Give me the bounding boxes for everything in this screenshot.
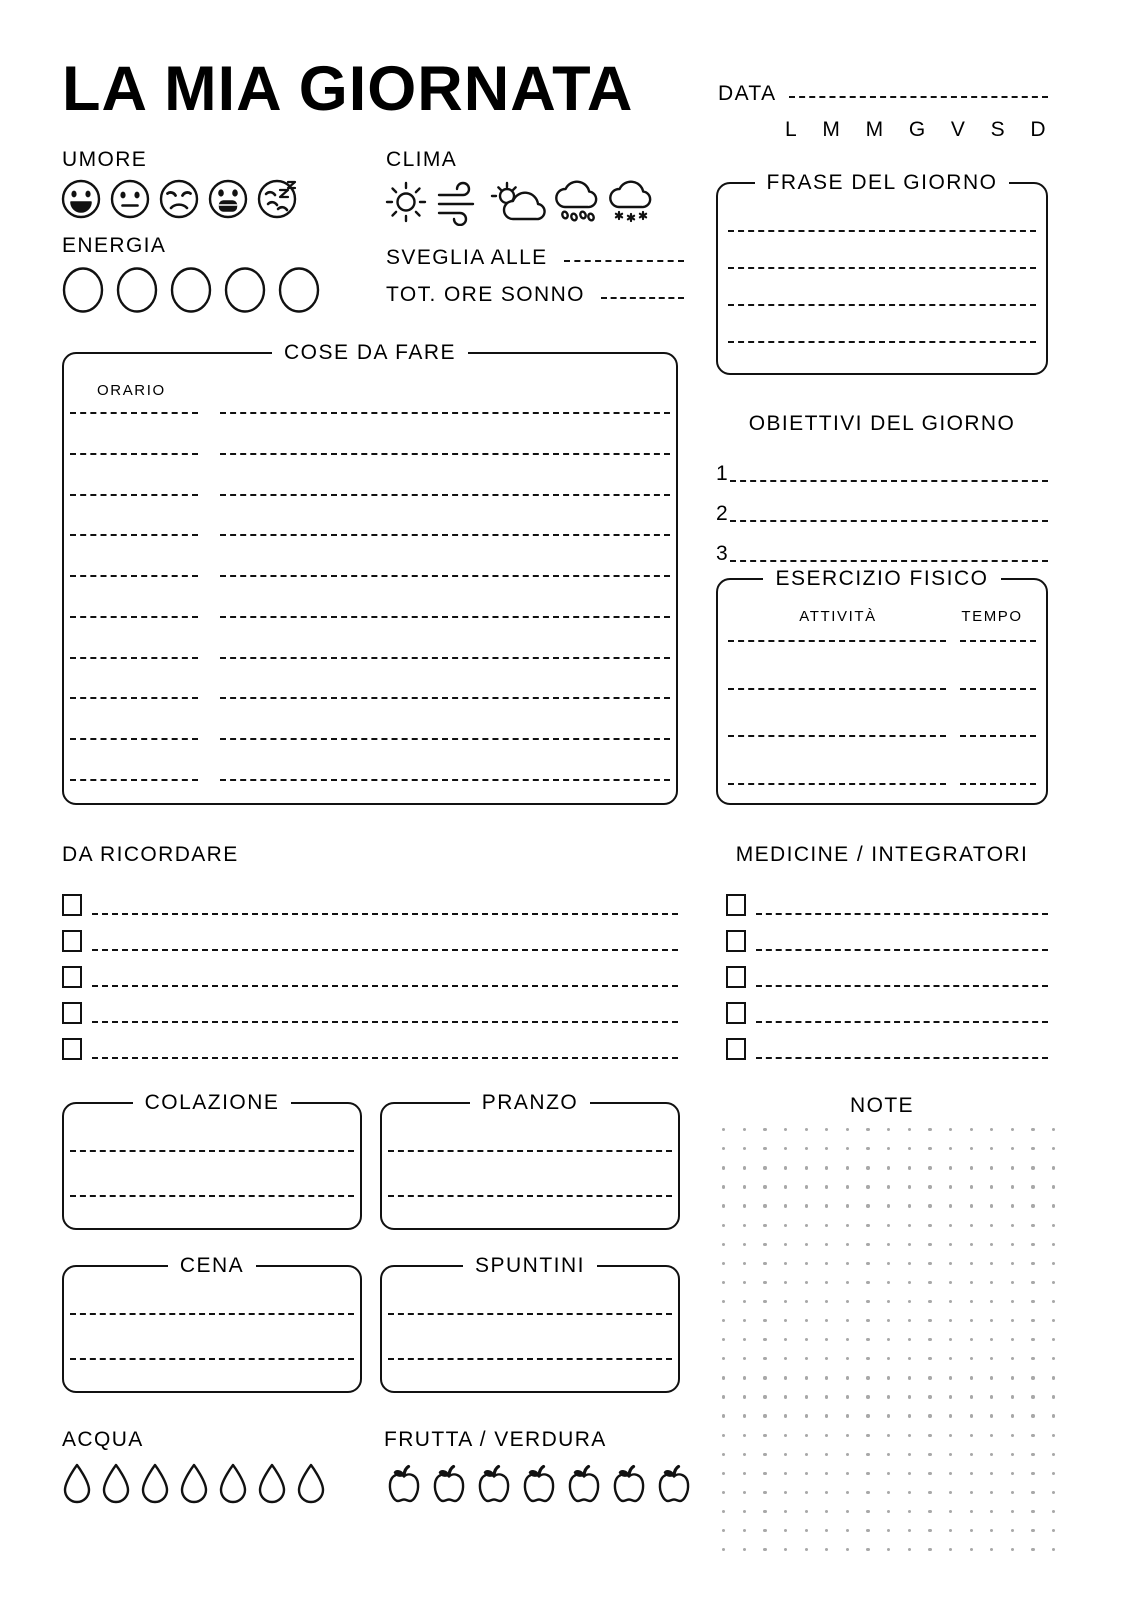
water-drop-icon[interactable]	[296, 1462, 326, 1504]
exercise-row[interactable]	[728, 783, 1036, 785]
medicine-title: MEDICINE / INTEGRATORI	[735, 843, 1029, 866]
checkbox[interactable]	[726, 1002, 746, 1024]
weekday-5[interactable]: S	[990, 118, 1007, 141]
todo-time-line[interactable]	[70, 575, 198, 577]
remember-row[interactable]	[62, 880, 678, 916]
exercise-time-line[interactable]	[960, 640, 1036, 642]
dinner-box[interactable]	[62, 1254, 362, 1393]
checkbox[interactable]	[726, 1038, 746, 1060]
remember-row[interactable]	[62, 988, 678, 1024]
medicine-row-line[interactable]	[756, 1057, 1048, 1059]
medicine-row[interactable]	[726, 988, 1048, 1024]
checkbox[interactable]	[726, 930, 746, 952]
weekday-3[interactable]: G	[908, 118, 927, 141]
weekday-6[interactable]: D	[1030, 118, 1047, 141]
todo-row[interactable]	[70, 616, 670, 618]
goal-number-1: 1	[716, 462, 730, 485]
todo-row[interactable]	[70, 738, 670, 740]
snacks-title: SPUNTINI	[382, 1254, 678, 1278]
todo-box[interactable]	[62, 341, 678, 805]
goals-title: OBIETTIVI DEL GIORNO	[748, 412, 1016, 435]
date-field[interactable]	[718, 82, 1048, 106]
todo-time-line[interactable]	[70, 738, 198, 740]
notes-dot-grid[interactable]	[722, 1128, 1052, 1548]
remember-row-line[interactable]	[92, 949, 678, 951]
write-line[interactable]	[728, 304, 1036, 306]
goal-row[interactable]	[716, 484, 1048, 524]
rain-cloud-icon[interactable]	[552, 176, 602, 226]
goal-input-line[interactable]	[730, 480, 1048, 482]
fruit-icon-row[interactable]	[384, 1462, 694, 1506]
todo-time-line[interactable]	[70, 697, 198, 699]
mood-label: UMORE	[62, 148, 148, 171]
goals-rows[interactable]	[716, 444, 1048, 564]
remember-row-line[interactable]	[92, 1021, 678, 1023]
write-line[interactable]	[388, 1358, 672, 1360]
goal-row[interactable]	[716, 524, 1048, 564]
remember-rows[interactable]	[62, 880, 678, 1060]
weekday-0[interactable]: L	[785, 118, 799, 141]
medicine-rows[interactable]	[726, 880, 1048, 1060]
water-drop-row[interactable]	[62, 1462, 326, 1504]
wind-icon[interactable]	[434, 178, 486, 226]
checkbox[interactable]	[726, 894, 746, 916]
exercise-activity-line[interactable]	[728, 735, 946, 737]
exercise-title: ESERCIZIO FISICO	[718, 567, 1046, 591]
todo-title: COSE DA FARE	[64, 341, 676, 365]
wake-time-field[interactable]	[386, 246, 684, 270]
page-title: LA MIA GIORNATA	[62, 54, 634, 124]
shocked-face-icon[interactable]	[207, 178, 249, 220]
todo-row[interactable]	[70, 494, 670, 496]
exercise-activity-line[interactable]	[728, 783, 946, 785]
breakfast-title: COLAZIONE	[64, 1091, 360, 1115]
sleep-hours-label: TOT. ORE SONNO	[386, 283, 585, 306]
todo-time-line[interactable]	[70, 657, 198, 659]
todo-task-line[interactable]	[220, 616, 670, 618]
todo-task-line[interactable]	[220, 412, 670, 414]
partly-cloudy-icon[interactable]	[490, 178, 548, 226]
todo-row[interactable]	[70, 697, 670, 699]
apple-icon[interactable]	[519, 1462, 559, 1506]
wake-time-label: SVEGLIA ALLE	[386, 246, 548, 269]
goal-input-line[interactable]	[730, 520, 1048, 522]
todo-time-line[interactable]	[70, 412, 198, 414]
neutral-face-icon[interactable]	[109, 178, 151, 220]
apple-icon[interactable]	[474, 1462, 514, 1506]
todo-time-line[interactable]	[70, 453, 198, 455]
write-line[interactable]	[388, 1313, 672, 1315]
remember-row-line[interactable]	[92, 1057, 678, 1059]
apple-icon[interactable]	[429, 1462, 469, 1506]
goal-input-line[interactable]	[730, 560, 1048, 562]
mood-icon-row[interactable]	[60, 178, 298, 220]
weekday-4[interactable]: V	[950, 118, 967, 141]
lunch-box[interactable]	[380, 1091, 680, 1230]
todo-task-line[interactable]	[220, 779, 670, 781]
water-drop-icon[interactable]	[257, 1462, 287, 1504]
write-line[interactable]	[728, 341, 1036, 343]
quote-lines[interactable]	[728, 212, 1036, 361]
write-line[interactable]	[70, 1150, 354, 1152]
exercise-rows[interactable]	[728, 640, 1036, 785]
exercise-column-headers	[728, 608, 1036, 625]
lunch-lines[interactable]	[388, 1128, 672, 1218]
water-drop-icon[interactable]	[62, 1462, 92, 1504]
weather-icon-row[interactable]	[382, 176, 656, 226]
notes-title: NOTE	[850, 1094, 914, 1117]
todo-task-line[interactable]	[220, 697, 670, 699]
todo-row[interactable]	[70, 412, 670, 414]
checkbox[interactable]	[62, 894, 82, 916]
date-input-line[interactable]	[789, 96, 1049, 98]
exercise-row[interactable]	[728, 735, 1036, 737]
energy-circle-icon[interactable]	[170, 266, 212, 314]
exercise-activity-header: ATTIVITÀ	[799, 608, 877, 625]
checkbox[interactable]	[62, 966, 82, 988]
todo-time-line[interactable]	[70, 534, 198, 536]
dinner-title: CENA	[64, 1254, 360, 1278]
exercise-row[interactable]	[728, 640, 1036, 642]
remember-row-line[interactable]	[92, 985, 678, 987]
water-label: ACQUA	[62, 1428, 144, 1451]
energy-circle-icon[interactable]	[278, 266, 320, 314]
exercise-time-line[interactable]	[960, 783, 1036, 785]
water-drop-icon[interactable]	[218, 1462, 248, 1504]
checkbox[interactable]	[726, 966, 746, 988]
lunch-title: PRANZO	[382, 1091, 678, 1115]
exercise-activity-line[interactable]	[728, 688, 946, 690]
todo-row[interactable]	[70, 779, 670, 781]
sleep-hours-input-line[interactable]	[601, 297, 684, 299]
fruit-label: FRUTTA / VERDURA	[384, 1428, 607, 1451]
apple-icon[interactable]	[609, 1462, 649, 1506]
todo-task-line[interactable]	[220, 534, 670, 536]
sleep-hours-field[interactable]	[386, 283, 684, 307]
dinner-lines[interactable]	[70, 1291, 354, 1381]
goal-number-3: 3	[716, 542, 730, 565]
exercise-time-line[interactable]	[960, 688, 1036, 690]
exercise-row[interactable]	[728, 688, 1036, 690]
water-drop-icon[interactable]	[179, 1462, 209, 1504]
energy-circle-icon[interactable]	[116, 266, 158, 314]
todo-task-line[interactable]	[220, 453, 670, 455]
weekday-selector[interactable]	[785, 118, 1047, 142]
wake-time-input-line[interactable]	[564, 260, 684, 262]
medicine-row-line[interactable]	[756, 1021, 1048, 1023]
apple-icon[interactable]	[654, 1462, 694, 1506]
write-line[interactable]	[388, 1195, 672, 1197]
breakfast-box[interactable]	[62, 1091, 362, 1230]
energy-circle-icon[interactable]	[62, 266, 104, 314]
quote-of-the-day-box[interactable]	[716, 171, 1048, 375]
date-label: DATA	[718, 82, 777, 105]
medicine-row[interactable]	[726, 1024, 1048, 1060]
apple-icon[interactable]	[384, 1462, 424, 1506]
exercise-time-line[interactable]	[960, 735, 1036, 737]
todo-time-line[interactable]	[70, 779, 198, 781]
remember-row[interactable]	[62, 916, 678, 952]
checkbox[interactable]	[62, 1038, 82, 1060]
medicine-row[interactable]	[726, 952, 1048, 988]
goal-number-2: 2	[716, 502, 730, 525]
todo-time-line[interactable]	[70, 616, 198, 618]
apple-icon[interactable]	[564, 1462, 604, 1506]
happy-face-icon[interactable]	[60, 178, 102, 220]
exercise-box[interactable]	[716, 567, 1048, 805]
exercise-time-header: TEMPO	[961, 608, 1023, 625]
snacks-box[interactable]	[380, 1254, 680, 1393]
weather-label: CLIMA	[386, 148, 458, 171]
quote-of-the-day-title: FRASE DEL GIORNO	[718, 171, 1046, 195]
todo-time-column-label: ORARIO	[97, 382, 166, 399]
medicine-row[interactable]	[726, 880, 1048, 916]
medicine-row-line[interactable]	[756, 949, 1048, 951]
write-line[interactable]	[70, 1313, 354, 1315]
energy-circle-row[interactable]	[62, 266, 320, 314]
medicine-row[interactable]	[726, 916, 1048, 952]
weekday-2[interactable]: M	[865, 118, 885, 141]
checkbox[interactable]	[62, 1002, 82, 1024]
energy-label: ENERGIA	[62, 234, 167, 257]
todo-row[interactable]	[70, 575, 670, 577]
write-line[interactable]	[388, 1150, 672, 1152]
snacks-lines[interactable]	[388, 1291, 672, 1381]
water-drop-icon[interactable]	[101, 1462, 131, 1504]
medicine-row-line[interactable]	[756, 913, 1048, 915]
write-line[interactable]	[728, 267, 1036, 269]
todo-row[interactable]	[70, 534, 670, 536]
write-line[interactable]	[70, 1358, 354, 1360]
todo-task-line[interactable]	[220, 494, 670, 496]
remember-row[interactable]	[62, 952, 678, 988]
weekday-1[interactable]: M	[822, 118, 842, 141]
sleeping-face-icon[interactable]	[256, 178, 298, 220]
remember-row-line[interactable]	[92, 913, 678, 915]
todo-task-line[interactable]	[220, 738, 670, 740]
todo-task-line[interactable]	[220, 657, 670, 659]
snow-cloud-icon[interactable]	[606, 176, 656, 226]
write-line[interactable]	[728, 230, 1036, 232]
medicine-row-line[interactable]	[756, 985, 1048, 987]
remember-title: DA RICORDARE	[62, 843, 239, 866]
goal-row[interactable]	[716, 444, 1048, 484]
water-drop-icon[interactable]	[140, 1462, 170, 1504]
energy-circle-icon[interactable]	[224, 266, 266, 314]
todo-row[interactable]	[70, 453, 670, 455]
todo-time-line[interactable]	[70, 494, 198, 496]
todo-row[interactable]	[70, 657, 670, 659]
remember-row[interactable]	[62, 1024, 678, 1060]
sun-icon[interactable]	[382, 178, 430, 226]
todo-task-line[interactable]	[220, 575, 670, 577]
write-line[interactable]	[70, 1195, 354, 1197]
todo-rows[interactable]	[70, 412, 670, 781]
exercise-activity-line[interactable]	[728, 640, 946, 642]
sad-face-icon[interactable]	[158, 178, 200, 220]
breakfast-lines[interactable]	[70, 1128, 354, 1218]
checkbox[interactable]	[62, 930, 82, 952]
